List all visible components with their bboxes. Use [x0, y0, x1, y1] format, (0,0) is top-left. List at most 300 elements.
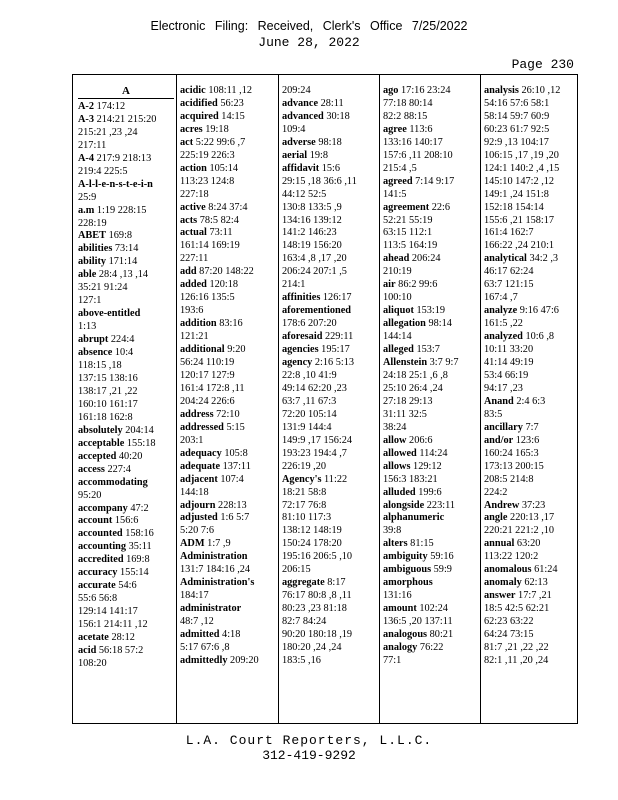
index-entry [180, 409, 276, 422]
index-entry [78, 243, 174, 256]
index-entry [78, 554, 174, 567]
index-page-refs: 153:7 [413, 344, 440, 356]
index-page-refs: 80:21 [427, 629, 454, 641]
index-entry [78, 334, 174, 347]
index-entry [78, 230, 174, 243]
index-entry [78, 425, 174, 438]
index-entry [383, 357, 479, 435]
index-term: Administration [180, 551, 248, 563]
index-page-refs: 129:12 156:3 183:21 [383, 460, 442, 485]
index-entry [383, 85, 479, 124]
index-page-refs: 48:7 ,12 [180, 616, 214, 628]
index-term: adverse [282, 136, 316, 148]
index-entry [78, 515, 174, 528]
index-page-refs: 171:14 [106, 256, 138, 268]
index-term: acceptable [78, 437, 125, 449]
index-term: analogy [383, 641, 418, 653]
reporter-phone: 312-419-9292 [262, 748, 356, 763]
index-page-refs: 98:14 144:14 [383, 318, 452, 343]
index-term: analogous [383, 629, 428, 641]
index-term: adequate [180, 460, 221, 472]
index-entry [78, 632, 174, 645]
index-page-refs: 72:10 [213, 408, 240, 420]
index-page-refs: 2:16 5:13 22:8 ,10 41:9 49:14 62:20 ,23 63:7 ,11 67:3 72:20 105:14 131:9 144:4 149:9 ,17 156:24 193:23 194:4 ,7 226:19 ,20 [282, 357, 355, 472]
index-term: accredited [78, 554, 124, 566]
index-page-refs: 78:5 82:4 [197, 214, 239, 226]
index-entry [180, 422, 276, 448]
index-term: ambiguity [383, 551, 428, 563]
index-entry [484, 422, 577, 435]
index-page-refs: 39:8 [383, 525, 402, 537]
index-page-refs: 28:12 [108, 632, 135, 644]
column-divider [379, 75, 380, 723]
index-term: affidavit [282, 162, 320, 174]
index-page-refs: 1:13 [78, 321, 97, 333]
index-page-refs: 199:6 [415, 486, 442, 498]
index-page-refs: 14:15 [218, 110, 245, 122]
index-entry [180, 111, 276, 124]
index-term: alongside [383, 499, 425, 511]
index-page-refs: 62:13 [521, 577, 548, 589]
index-entry [180, 538, 276, 551]
index-term: actual [180, 227, 207, 239]
index-entry [383, 577, 479, 603]
index-term: abilities [78, 243, 113, 255]
index-entry [78, 567, 174, 580]
index-page-refs: 95:20 [78, 489, 102, 501]
column-divider [176, 75, 177, 723]
index-term: amorphous [383, 577, 433, 589]
index-page-refs: 229:11 [322, 331, 354, 343]
index-term: act [180, 136, 194, 148]
index-page-refs: 1:19 228:15 228:19 [78, 204, 147, 229]
index-entry [282, 85, 378, 98]
index-page-refs: 76:22 77:1 [383, 641, 444, 666]
index-page-refs: 30:18 109:4 [282, 110, 350, 135]
index-term: accommodating [78, 476, 148, 488]
index-entry [180, 603, 276, 629]
index-term: agencies [282, 344, 319, 356]
index-column-5 [484, 85, 577, 717]
index-column-1 [78, 85, 174, 717]
index-term: ADM [180, 538, 205, 550]
index-page-refs: 83:16 121:21 [180, 318, 243, 343]
index-entry [282, 577, 378, 668]
index-entry [484, 396, 577, 422]
section-letter-heading: A [78, 85, 174, 99]
index-entry [484, 85, 577, 253]
index-page-refs: 227:4 [104, 463, 131, 475]
index-entry [180, 279, 276, 318]
index-entry [383, 564, 479, 577]
index-entry [78, 645, 174, 671]
index-entry [180, 98, 276, 111]
index-page-refs: 169:8 [123, 554, 150, 566]
index-page-refs: 8:24 37:4 [205, 201, 248, 213]
index-page-refs: 105:14 113:23 124:8 227:18 [180, 162, 239, 200]
index-page-refs: 22:6 52:21 55:19 63:15 112:1 113:5 164:19 [383, 201, 451, 252]
index-page-refs: 5:22 99:6 ,7 225:19 226:3 [180, 136, 246, 161]
index-term: allowed [383, 447, 417, 459]
index-entry [180, 344, 276, 409]
index-entry [383, 461, 479, 487]
index-entry [78, 528, 174, 541]
index-page-refs: 26:10 ,12 54:16 57:6 58:1 58:14 59:7 60:9 60:23 61:7 92:5 92:9 ,13 104:17 106:15 ,17 ,19 ,20 124:1 140:2 ,4 ,15 145:10 147:2 ,12 149:1 ,24 151:8 152:18 154:14 155:6 ,21 158:17 161:4 162:7 166:22 ,24 210:1 [484, 85, 561, 252]
index-entry [282, 331, 378, 344]
index-entry [180, 266, 276, 279]
index-entry [180, 655, 276, 668]
index-term: addition [180, 318, 217, 330]
index-term: accepted [78, 450, 117, 462]
index-term: amount [383, 603, 417, 615]
index-page-refs: 131:16 [383, 590, 412, 602]
index-term: allow [383, 434, 407, 446]
index-term: affinities [282, 292, 321, 304]
index-entry [282, 137, 378, 150]
index-entry [282, 357, 378, 474]
index-page-refs: 174:12 [94, 100, 126, 112]
index-entry [383, 603, 479, 629]
index-page-refs: 7:14 9:17 141:5 [383, 175, 455, 200]
index-term: absolutely [78, 424, 123, 436]
index-page-refs: 28:4 ,13 ,14 35:21 91:24 127:1 [78, 269, 149, 307]
index-entry [383, 642, 479, 668]
index-term: ago [383, 85, 399, 96]
index-term: ABET [78, 230, 107, 242]
index-term: Administration's [180, 577, 255, 589]
index-entry [78, 451, 174, 464]
index-page-refs: 61:24 [531, 564, 558, 576]
index-page-refs: 8:17 76:17 80:8 ,8 ,11 80:23 ,23 81:18 82:7 84:24 90:20 180:18 ,19 180:20 ,24 ,24 183:5 ,16 [282, 577, 353, 666]
index-term: aliquot [383, 305, 414, 317]
index-entry [484, 538, 577, 564]
index-term: ahead [383, 253, 410, 265]
index-page-refs: 63:20 113:22 120:2 [484, 538, 541, 563]
index-page-refs: 4:18 5:17 67:6 ,8 [180, 629, 241, 653]
index-entry [282, 163, 378, 293]
index-entry [383, 512, 479, 538]
index-entry [78, 503, 174, 516]
filing-date-line: June 28, 2022 [258, 35, 360, 50]
index-entry [78, 541, 174, 554]
index-term: Anand [484, 395, 514, 407]
index-entry [383, 176, 479, 202]
index-entry [383, 124, 479, 176]
index-term: analyze [484, 305, 518, 317]
index-term: alleged [383, 344, 414, 356]
column-divider [278, 75, 279, 723]
index-entry [282, 344, 378, 357]
index-entry [282, 98, 378, 111]
index-term: A-3 [78, 113, 95, 125]
index-term: agreement [383, 201, 430, 213]
index-page-refs: 40:20 [116, 450, 143, 462]
index-term: alters [383, 538, 408, 550]
index-term: annual [484, 538, 515, 550]
index-term: adequacy [180, 447, 222, 459]
index-entry [180, 163, 276, 202]
index-term: allows [383, 460, 411, 472]
index-term: aforementioned [282, 305, 352, 317]
index-page-refs: 10:6 ,8 10:11 33:20 41:14 49:19 53:4 66:19 94:17 ,23 [484, 331, 555, 394]
index-entry [180, 215, 276, 228]
index-entry [180, 474, 276, 500]
index-page-refs: 19:8 [307, 149, 329, 161]
index-page-refs: 25:9 [78, 191, 97, 203]
index-entry [180, 318, 276, 344]
index-page-refs: 206:6 [406, 434, 433, 446]
index-entry [282, 111, 378, 137]
index-page-refs: 5:15 203:1 [180, 421, 245, 446]
index-page-refs: 155:18 [124, 437, 156, 449]
index-entry [484, 564, 577, 577]
index-term: administrator [180, 603, 242, 615]
index-entry [484, 253, 577, 305]
index-term: aerial [282, 149, 308, 161]
index-page-refs: 98:18 [315, 136, 342, 148]
index-page-refs: 3:7 9:7 24:18 25:1 ,6 ,8 25:10 26:4 ,24 27:18 29:13 31:11 32:5 38:24 [383, 357, 459, 433]
index-term: aforesaid [282, 331, 323, 343]
index-entry [282, 292, 378, 305]
index-page-refs: 107:4 144:18 [180, 473, 244, 498]
index-entry [78, 477, 174, 503]
index-entry [383, 253, 479, 279]
index-page-refs: 1:6 5:7 5:20 7:6 [180, 512, 250, 537]
index-term: agreed [383, 175, 413, 187]
index-page-refs: 178:6 207:20 [282, 318, 337, 330]
index-page-refs: 113:6 133:16 140:17 157:6 ,11 208:10 215:4 ,5 [383, 123, 453, 174]
index-page-refs: 2:4 6:3 83:5 [484, 395, 546, 420]
index-term: anomaly [484, 577, 522, 589]
index-page-refs: 86:2 99:6 100:10 [383, 279, 438, 304]
index-page-refs: 158:16 [122, 528, 154, 540]
index-entry [484, 577, 577, 590]
index-page-refs: 59:9 [431, 564, 452, 576]
index-term: Agency's [282, 473, 322, 485]
index-term: adjourn [180, 499, 216, 511]
index-entry [484, 500, 577, 513]
index-entry [78, 101, 174, 114]
index-page-refs: 209:24 [282, 85, 311, 96]
index-entry [180, 124, 276, 137]
index-entry [383, 538, 479, 551]
index-entry [180, 551, 276, 577]
index-term: ancillary [484, 421, 523, 433]
index-page-refs: 123:6 160:24 165:3 173:13 200:15 208:5 214:8 224:2 [484, 434, 544, 498]
filing-stamp-line: Electronic Filing: Received, Clerk's Office 7/25/2022 [150, 19, 468, 33]
index-entry [78, 438, 174, 451]
index-entry [78, 205, 174, 231]
index-entry [383, 279, 479, 305]
index-page-refs: 126:17 [320, 292, 352, 304]
index-term: alphanumeric [383, 512, 445, 524]
index-entry [383, 202, 479, 254]
index-term: A-4 [78, 152, 95, 164]
index-page-refs: 54:6 55:6 56:8 129:14 141:17 156:1 214:11 ,12 [78, 580, 148, 631]
index-entry [78, 308, 174, 334]
index-page-refs: 59:16 [427, 551, 454, 563]
index-term: accompany [78, 502, 128, 514]
index-page-refs: 223:11 [424, 499, 455, 511]
index-page-refs: 209:20 [227, 654, 259, 666]
index-term: acetate [78, 632, 109, 644]
index-page-refs: 108:11 ,12 [205, 85, 252, 96]
index-page-refs: 105:8 [221, 447, 248, 459]
index-term: adjacent [180, 473, 218, 485]
index-term: answer [484, 590, 516, 602]
index-term: air [383, 279, 396, 291]
index-entry [78, 347, 174, 425]
index-term: add [180, 266, 197, 278]
index-term: able [78, 269, 97, 281]
index-page-refs: 220:13 ,17 220:21 221:2 ,10 [484, 512, 555, 537]
index-term: account [78, 515, 113, 527]
column-divider [480, 75, 481, 723]
index-entry [282, 474, 378, 578]
index-term: action [180, 162, 207, 174]
index-entry [180, 461, 276, 474]
index-term: Allenstein [383, 357, 428, 369]
index-page-refs: 34:2 ,3 46:17 62:24 63:7 121:15 167:4 ,7 [484, 253, 559, 304]
index-page-refs: 37:23 [519, 499, 546, 511]
index-entry [484, 512, 577, 538]
index-term: acidic [180, 85, 206, 96]
index-page-refs: 204:14 [122, 424, 154, 436]
index-term: analytical [484, 253, 527, 265]
index-page-refs: 7:7 [522, 421, 539, 433]
index-page-refs: 56:18 57:2 108:20 [78, 644, 144, 669]
index-entry [484, 331, 577, 396]
index-page-refs: 131:7 184:16 ,24 [180, 564, 251, 576]
index-term: acquired [180, 110, 219, 122]
index-term: adjusted [180, 512, 218, 524]
index-page-refs: 1:7 ,9 [204, 538, 231, 550]
index-entry [484, 590, 577, 668]
index-term: a.m [78, 204, 95, 216]
index-page-refs: 81:15 [407, 538, 434, 550]
index-entry [383, 435, 479, 448]
index-entry [383, 448, 479, 461]
index-column-2 [180, 85, 276, 717]
index-term: additional [180, 344, 225, 356]
index-term: and/or [484, 434, 514, 446]
index-page-refs: 156:6 [112, 515, 139, 527]
word-index-box [72, 74, 578, 724]
index-term: active [180, 201, 206, 213]
index-entry [484, 435, 577, 500]
index-term: anomalous [484, 564, 532, 576]
index-term: A-2 [78, 100, 95, 112]
index-page-refs: 120:18 126:16 135:5 193:6 [180, 279, 239, 317]
index-term: ability [78, 256, 107, 268]
index-page-refs: 214:21 215:20 215:21 ,23 ,24 217:11 [78, 113, 157, 151]
page-number: Page 230 [511, 57, 574, 72]
index-term: accounted [78, 528, 123, 540]
index-term: allegation [383, 318, 426, 330]
index-page-refs: 153:19 [413, 305, 446, 317]
index-page-refs: 10:4 118:15 ,18 137:15 138:16 138:17 ,21 ,22 160:10 161:17 161:18 162:8 [78, 347, 138, 423]
index-term: advance [282, 97, 319, 109]
index-page-refs: 228:13 [215, 499, 247, 511]
index-page-refs: 73:11 161:14 169:19 227:11 [180, 227, 240, 265]
index-term: accuracy [78, 567, 118, 579]
index-term: ambiguous [383, 564, 432, 576]
index-page-refs: 73:14 [112, 243, 139, 255]
index-entry [180, 577, 276, 603]
index-term: analyzed [484, 331, 523, 343]
index-term: analysis [484, 85, 519, 96]
index-page-refs: 206:24 210:19 [383, 253, 441, 278]
index-term: admittedly [180, 654, 228, 666]
index-entry [78, 269, 174, 308]
index-page-refs: 87:20 148:22 [196, 266, 254, 278]
index-page-refs: 137:11 [220, 460, 251, 472]
index-term: agency [282, 357, 313, 369]
index-page-refs: 11:22 18:21 58:8 72:17 76:8 81:10 117:3 138:12 148:19 150:24 178:20 195:16 206:5 ,10 206:15 [282, 473, 353, 576]
index-entry [180, 137, 276, 163]
index-entry [282, 305, 378, 331]
index-term: absence [78, 347, 113, 359]
index-page-refs: 17:7 ,21 18:5 42:5 62:21 62:23 63:22 64:24 73:15 81:7 ,21 ,22 ,22 82:1 ,11 ,20 ,24 [484, 590, 552, 666]
index-term: address [180, 408, 214, 420]
index-entry [78, 153, 174, 179]
index-entry [383, 344, 479, 357]
index-term: abrupt [78, 334, 109, 346]
index-page-refs: 47:2 [127, 502, 149, 514]
index-entry [180, 500, 276, 513]
index-entry [180, 629, 276, 655]
index-term: A-l-l-e-n-s-t-e-i-n [78, 178, 153, 190]
index-entry [180, 85, 276, 98]
index-term: angle [484, 512, 508, 524]
index-term: alluded [383, 486, 416, 498]
index-term: above-entitled [78, 308, 141, 320]
index-term: Andrew [484, 499, 520, 511]
index-term: acid [78, 644, 97, 656]
index-page-refs: 28:11 [318, 97, 344, 109]
index-term: accurate [78, 580, 116, 592]
index-term: acidified [180, 97, 218, 109]
index-page-refs: 15:6 29:15 ,18 36:6 ,11 44:12 52:5 130:8 133:5 ,9 134:16 139:12 141:2 146:23 148:19 156:20 163:4 ,8 ,17 ,20 206:24 207:1 ,5 214:1 [282, 162, 357, 291]
index-entry [180, 448, 276, 461]
index-entry [383, 500, 479, 513]
index-entry [78, 179, 174, 205]
index-entry [78, 114, 174, 153]
index-term: added [180, 279, 207, 291]
index-entry [383, 305, 479, 318]
index-page-refs: 9:16 47:6 161:5 ,22 [484, 305, 559, 330]
index-term: aggregate [282, 577, 325, 589]
index-page-refs: 56:23 [217, 97, 244, 109]
index-page-refs: 217:9 218:13 219:4 225:5 [78, 152, 152, 177]
index-page-refs: 17:16 23:24 77:18 80:14 82:2 88:15 [383, 85, 451, 122]
index-page-refs: 195:17 [318, 344, 350, 356]
index-term: acts [180, 214, 198, 226]
index-page-refs: 184:17 [180, 590, 209, 602]
index-term: acres [180, 123, 203, 135]
index-entry [383, 551, 479, 564]
index-term: access [78, 463, 105, 475]
index-page-refs: 9:20 56:24 110:19 120:17 127:9 161:4 172:8 ,11 204:24 226:6 [180, 344, 246, 407]
index-page-refs: 102:24 136:5 ,20 137:11 [383, 603, 453, 628]
index-entry [180, 227, 276, 266]
index-page-refs: 114:24 [416, 447, 448, 459]
index-page-refs: 224:4 [108, 334, 135, 346]
index-entry [383, 629, 479, 642]
index-entry [383, 318, 479, 344]
index-entry [282, 150, 378, 163]
index-entry [180, 202, 276, 215]
